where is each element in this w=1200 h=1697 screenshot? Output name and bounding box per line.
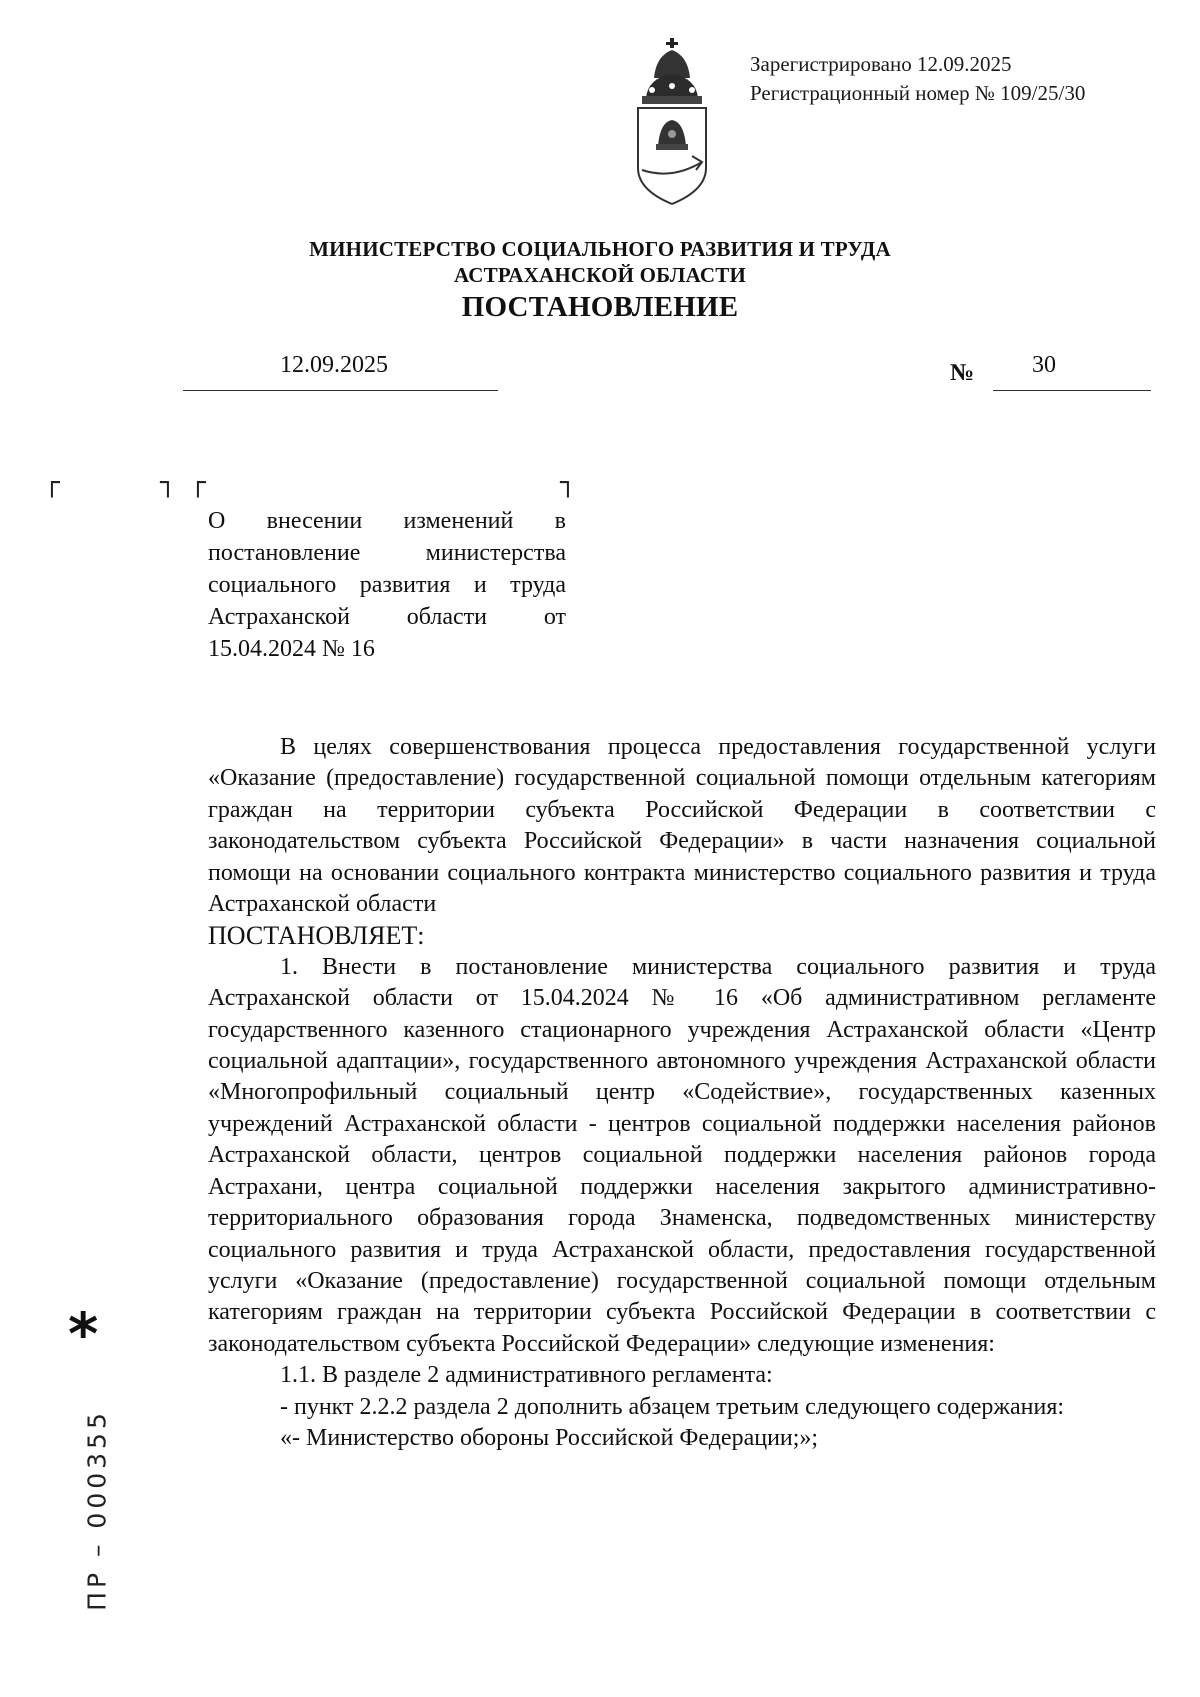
number-underline	[993, 390, 1151, 391]
registration-number: Регистрационный номер № 109/25/30	[750, 81, 1086, 105]
item-1-paragraph: 1. Внести в постановление министерства социального развития и труда Астраханской области от 15.04.2024 № 16 «Об административном регламенте государственного казенного стационарного учреждения Астраханской области «Центр социальной адаптации», государственного автономного учреждения Астраханской области «Многопрофильный социальный центр «Содействие», государственных казенных учреждений Астраханской области - центров социальной поддержки населения районов Астраханской области, центров социальной поддержки населения районов города Астрахани, центра социальной поддержки населения закрытого административно-территориального образования города Знаменска, подведомственных министерству социального развития и труда Астраханской области, предоставления государственной услуги «Оказание (предоставление) государственной социальной помощи отдельным категориям граждан на территории субъекта Российской Федерации в соответствии с законодательством субъекта Российской Федерации» следующие изменения:	[208, 953, 1156, 1357]
ministry-name-line2: АСТРАХАНСКОЙ ОБЛАСТИ	[453, 263, 747, 287]
resolves-keyword: ПОСТАНОВЛЯЕТ:	[208, 921, 425, 951]
document-date: 12.09.2025	[280, 352, 388, 378]
preamble-paragraph: В целях совершенствования процесса предоставления государственной услуги «Оказание (предоставление) государственной социальной помощи отдельным категориям граждан на территории субъекта Российской Федерации в соответствии с законодательством субъекта Российской Федерации» в части назначения социальной помощи на основании социального контракта министерство социального развития и труда Астраханской области	[208, 734, 1156, 918]
left-corner-mark-end: ┐	[160, 468, 176, 498]
registration-date: Зарегистрировано 12.09.2025	[750, 52, 1012, 76]
document-number: 30	[1032, 352, 1056, 378]
date-underline	[183, 390, 498, 391]
ministry-name-line1: МИНИСТЕРСТВО СОЦИАЛЬНОГО РАЗВИТИЯ И ТРУДА	[309, 237, 891, 261]
item-1-1-quote: «- Министерство обороны Российской Федерации;»;	[280, 1424, 819, 1451]
ministry-name	[0, 236, 1200, 288]
document-type: ПОСТАНОВЛЕНИЕ	[461, 291, 739, 323]
star-mark: *	[68, 1300, 99, 1368]
number-label: №	[950, 360, 975, 386]
subject-corner-mark-end: ┐	[560, 468, 576, 498]
document-subject: О внесении изменений в постановление министерства социального развития и труда Астраханской области от 15.04.2024 № 16	[208, 508, 566, 662]
subject-corner-mark: ┌	[190, 468, 206, 498]
document-body	[208, 732, 1156, 1454]
item-1-1-paragraph: 1.1. В разделе 2 административного регламента:	[280, 1362, 773, 1389]
item-1-1-a-paragraph: - пункт 2.2.2 раздела 2 дополнить абзацем третьим следующего содержания:	[280, 1393, 1065, 1420]
registration-note	[750, 50, 1085, 108]
left-corner-mark: ┌	[44, 468, 60, 498]
serial-code: ПР – 000355	[82, 1409, 112, 1611]
astrakhan-coat-of-arms-icon	[632, 38, 712, 206]
